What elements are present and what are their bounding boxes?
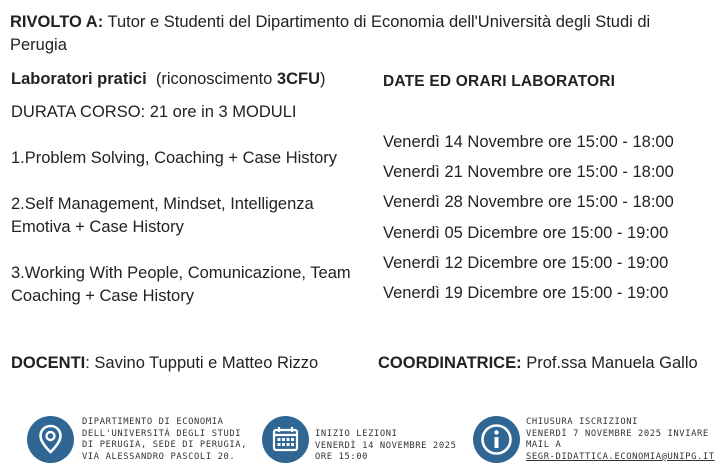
footer-closing-line: MAIL A: [526, 440, 562, 450]
footer-location: [82, 417, 257, 463]
target-audience-label: RIVOLTO A:: [10, 13, 104, 31]
teachers-names: : Savino Tupputi e Matteo Rizzo: [85, 354, 319, 372]
footer-location-line: DELL'UNIVERSITÀ DEGLI STUDI: [82, 428, 242, 439]
schedule-date: Venerdì 14 Novembre ore 15:00 - 18:00: [383, 133, 674, 151]
footer-location-line: DI PERUGIA, SEDE DI PERUGIA,: [82, 440, 248, 450]
lab-credits: 3CFU: [276, 70, 321, 88]
lab-paren-open: (riconoscimento: [146, 70, 277, 88]
schedule-list: [383, 131, 674, 312]
calendar-icon: [262, 416, 309, 463]
footer-start-line: VENERDÌ 14 NOVEMBRE 2025: [315, 440, 457, 451]
module-2: 2.Self Management, Mindset, Intelligenza Emotiva + Case History: [11, 195, 314, 236]
schedule-date: Venerdì 05 Dicembre ore 15:00 - 19:00: [383, 223, 669, 242]
footer-closing: [526, 417, 726, 463]
footer-email-link[interactable]: SEGR-DIDATTICA.ECONOMIA@UNIPG.IT: [526, 451, 715, 462]
coordinator-name: Prof.ssa Manuela Gallo: [521, 354, 698, 372]
schedule-date: Venerdì 21 Novembre ore 15:00 - 18:00: [383, 163, 674, 182]
module-1: 1.Problem Solving, Coaching + Case History: [11, 149, 338, 167]
info-icon: [473, 416, 520, 463]
footer-location-line: VIA ALESSANDRO PASCOLI 20.: [82, 451, 236, 462]
lab-label: Laboratori pratici: [11, 70, 147, 88]
target-audience-text: Tutor e Studenti del Dipartimento di Economia dell'Università degli Studi di Perugia: [10, 13, 651, 54]
teachers: [11, 352, 318, 375]
location-pin-icon: [27, 416, 74, 463]
module-3: 3.Working With People, Comunicazione, Team Coaching + Case History: [11, 264, 351, 305]
schedule-date: Venerdì 12 Dicembre ore 15:00 - 19:00: [383, 253, 669, 272]
teachers-label: DOCENTI: [11, 354, 86, 372]
footer-start-line: ORE 15:00: [315, 452, 369, 462]
course-duration: DURATA CORSO: 21 ore in 3 MODULI: [11, 103, 297, 121]
schedule-date: Venerdì 19 Dicembre ore 15:00 - 19:00: [383, 283, 669, 302]
target-audience: [10, 11, 710, 57]
coordinator: [378, 352, 698, 375]
footer-start: [315, 429, 475, 464]
footer-closing-line: CHIUSURA ISCRIZIONI: [526, 417, 639, 427]
footer-closing-line: VENERDÌ 7 NOVEMBRE 2025 INVIARE: [526, 428, 709, 439]
schedule-date: Venerdì 28 Novembre ore 15:00 - 18:00: [383, 193, 674, 212]
coordinator-label: COORDINATRICE:: [378, 354, 522, 372]
lab-paren-close: ): [320, 70, 326, 88]
footer-location-line: DIPARTIMENTO DI ECONOMIA: [82, 417, 224, 427]
footer-start-line: INIZIO LEZIONI: [315, 429, 398, 439]
lab-info: [11, 68, 326, 91]
schedule-title: DATE ED ORARI LABORATORI: [383, 73, 616, 90]
